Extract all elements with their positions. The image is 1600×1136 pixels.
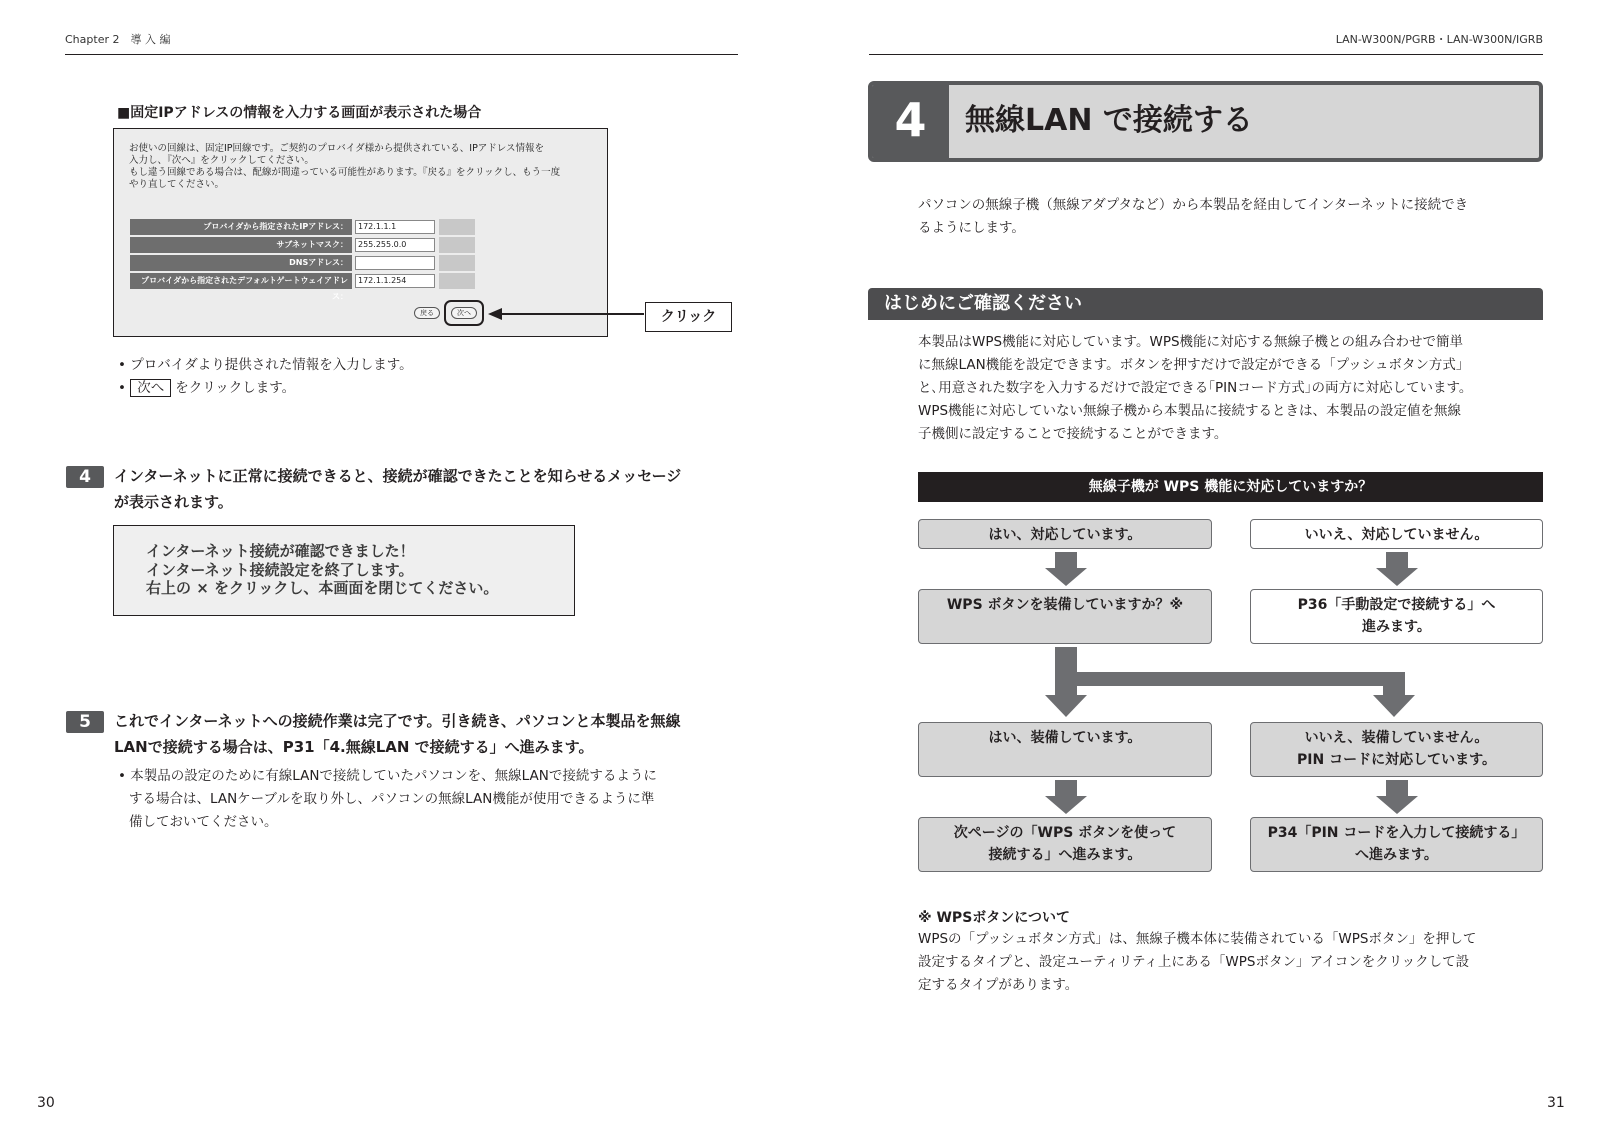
subnet-mask-input[interactable]: 255.255.0.0: [355, 238, 435, 252]
back-button[interactable]: 戻る: [414, 307, 440, 319]
flow-down-arrow-icon: [1376, 780, 1418, 814]
flow-question-header: 無線子機が WPS 機能に対応していますか？: [918, 472, 1543, 502]
dns-address-input[interactable]: [355, 256, 435, 270]
check-body: [918, 331, 1548, 446]
ip-address-input[interactable]: 172.1.1.1: [355, 220, 435, 234]
flow-branch-arrow-icon: [1045, 647, 1420, 717]
step-4-line-1: インターネットに正常に接続できると、接続が確認できたことを知らせるメッセージ: [114, 467, 682, 485]
check-line-3: と､用意された数字を入力するだけで設定できる｢PINコード方式｣の両方に対応しています。: [918, 380, 1473, 396]
click-callout: クリック: [645, 302, 732, 332]
section-intro: [918, 194, 1548, 240]
next-key-label: 次へ: [130, 379, 171, 397]
step-4-line-2: が表示されます。: [114, 493, 233, 511]
page-number-left: 30: [37, 1095, 55, 1111]
row-tail: [439, 237, 475, 253]
section-title-box: [868, 81, 1543, 162]
row-tail: [439, 219, 475, 235]
check-line-2: に無線LAN機能を設定できます。ボタンを押すだけで設定ができる「プッシュボタン方式」: [918, 357, 1470, 373]
note-line-2: 設定するタイプと、設定ユーティリティ上にある「WPSボタン」アイコンをクリックして設: [918, 954, 1470, 970]
flow-manual-setup: P36「手動設定で接続する」へ 進みます。: [1250, 589, 1543, 644]
subnet-mask-label: サブネットマスク：: [130, 237, 352, 253]
check-line-1: 本製品はWPS機能に対応しています。WPS機能に対応する無線子機との組み合わせで簡単: [918, 334, 1464, 350]
bullet-dot: •: [118, 768, 131, 784]
wps-note-body: [918, 928, 1548, 997]
check-heading: はじめにご確認ください: [868, 288, 1543, 320]
check-line-4: WPS機能に対応していない無線子機から本製品に接続するときは、本製品の設定値を無線: [918, 403, 1462, 419]
row-tail: [439, 273, 475, 289]
flow-down-arrow-icon: [1045, 552, 1087, 586]
next-button[interactable]: 次へ: [451, 307, 477, 319]
flow-go-pin-page: P34「PIN コードを入力して接続する」 へ進みます。: [1250, 817, 1543, 872]
header-rule-left: [65, 54, 738, 55]
intro-line-1: パソコンの無線子機（無線アダプタなど）から本製品を経由してインターネットに接続でき: [918, 197, 1469, 213]
section-title: 無線LAN で接続する: [965, 103, 1253, 138]
section-number: 4: [872, 85, 949, 158]
dns-address-label: DNSアドレス：: [130, 255, 352, 271]
row-tail: [439, 255, 475, 271]
check-line-5: 子機側に設定することで接続することができます。: [918, 426, 1228, 442]
step-5-badge: 5: [66, 711, 104, 733]
chapter-header: Chapter 2 導 入 編: [65, 33, 171, 46]
header-rule-right: [869, 54, 1543, 55]
step-5-bullet-line-3: 備しておいてください。: [129, 814, 278, 830]
bullet-text: プロバイダより提供された情報を入力します。: [130, 357, 413, 373]
note-line-1: WPSの「プッシュボタン方式」は、無線子機本体に装備されている「WPSボタン」を押して: [918, 931, 1477, 947]
flow-yes-equipped: はい、装備しています。: [918, 722, 1212, 777]
step-5-bullet-line-2: する場合は、LANケーブルを取り外し、パソコンの無線LAN機能が使用できるように準: [129, 791, 655, 807]
flow-no-equipped-pin: いいえ、装備していません。 PIN コードに対応しています。: [1250, 722, 1543, 777]
step-5-line-2: LANで接続する場合は、P31「4.無線LAN で接続する」へ進みます。: [114, 738, 594, 756]
flow-down-arrow-icon: [1045, 780, 1087, 814]
step-5-line-1: これでインターネットへの接続作業は完了です。引き続き、パソコンと本製品を無線: [114, 712, 681, 730]
step-4-text: [114, 463, 744, 515]
model-header: LAN-W300N/PGRB・LAN-W300N/IGRB: [1335, 33, 1543, 46]
page-number-right: 31: [1547, 1095, 1565, 1111]
flow-no-supported: いいえ、対応していません。: [1250, 519, 1543, 549]
callout-arrow-icon: [486, 306, 646, 322]
step-5-bullet-line-1: 本製品の設定のために有線LANで接続していたパソコンを、無線LANで接続するように: [130, 768, 657, 784]
flow-go-next-page: 次ページの「WPS ボタンを使って 接続する」へ進みます。: [918, 817, 1212, 872]
step-5-bullet: [118, 765, 748, 834]
bullet-text: をクリックします。: [175, 380, 296, 396]
step-5-text: [114, 708, 744, 760]
bullet-dot: •: [118, 380, 131, 396]
connection-confirmed-message: インターネット接続が確認できました！ インターネット接続設定を終了します。 右上の × をクリックし、本画面を閉じてください。: [113, 525, 575, 616]
flow-down-arrow-icon: [1376, 552, 1418, 586]
ip-address-label: プロバイダから指定されたIPアドレス：: [130, 219, 352, 235]
bullet-click-next: [118, 377, 295, 400]
wps-note-title: ※ WPSボタンについて: [918, 910, 1070, 926]
bullet-enter-info: [118, 354, 413, 377]
note-line-3: 定するタイプがあります。: [918, 977, 1079, 993]
screenshot-intro-text: お使いの回線は、固定IP回線です。ご契約のプロバイダ様から提供されている、IPアドレス情報を 入力し、『次へ』をクリックしてください。 もし違う回線である場合は、配線が間違っている可能性があります。『戻る』をクリックし、もう一度 やり直してください。: [129, 143, 561, 190]
fixed-ip-heading: ■固定IPアドレスの情報を入力する画面が表示された場合: [117, 105, 482, 121]
bullet-dot: •: [118, 357, 131, 373]
intro-line-2: るようにします。: [918, 220, 1025, 236]
flow-wps-button-question: WPS ボタンを装備していますか？※: [918, 589, 1212, 644]
gateway-input[interactable]: 172.1.1.254: [355, 274, 435, 288]
gateway-label: プロバイダから指定されたデフォルトゲートウェイアドレス：: [130, 273, 352, 289]
step-4-badge: 4: [66, 466, 104, 488]
flow-yes-supported: はい、対応しています。: [918, 519, 1212, 549]
